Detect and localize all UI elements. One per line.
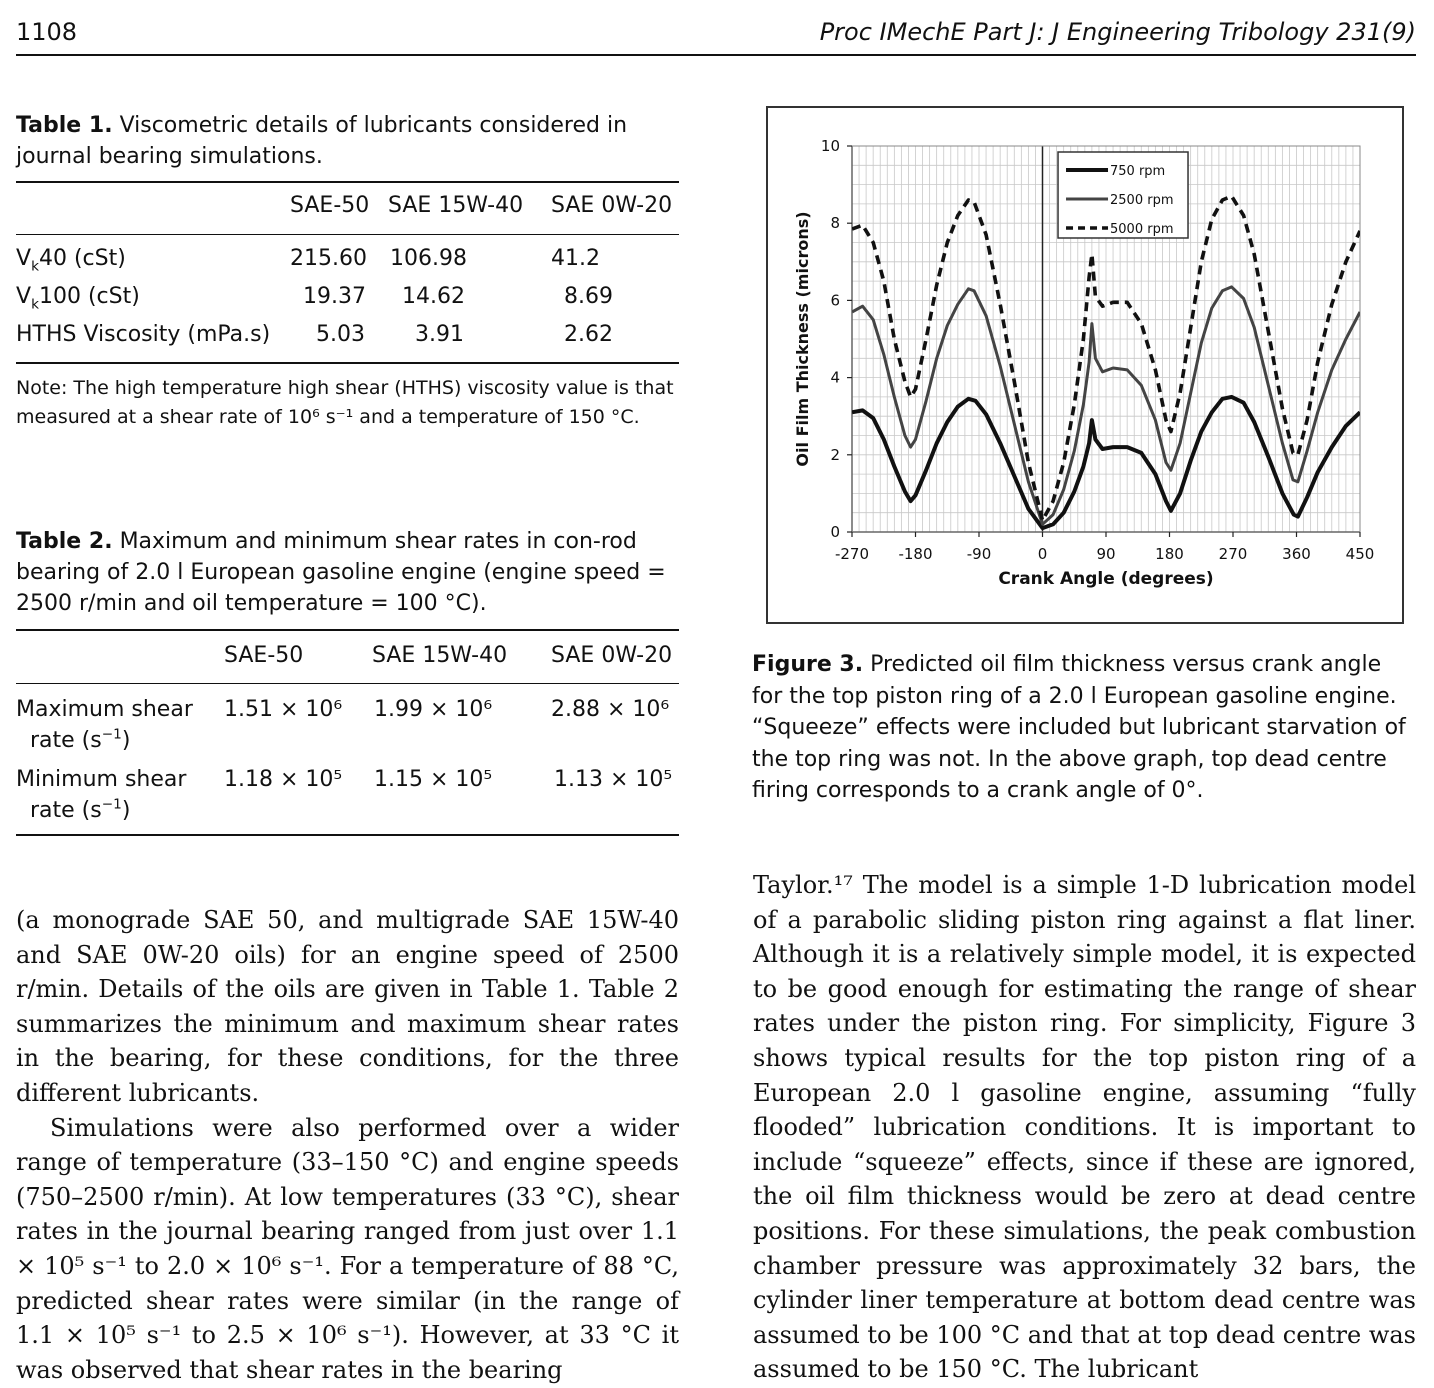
table2-caption — [16, 526, 680, 619]
table2-cell: 1.51 × 10⁶ — [224, 697, 343, 722]
table1-cell: 3.91 — [415, 322, 464, 347]
y-tick-label: 8 — [830, 214, 840, 233]
table1-row-label: $V_k100$ (cSt) — [16, 284, 140, 313]
x-tick-label: -180 — [898, 545, 933, 563]
table2-row-label: Maximum shear rate $(s^{-1})$ — [16, 697, 193, 753]
legend-label: 750 rpm — [1110, 164, 1166, 179]
left-column-body — [16, 903, 679, 1387]
table1-caption — [16, 110, 680, 172]
y-tick-label: 0 — [830, 523, 840, 541]
y-tick-label: 4 — [830, 368, 840, 387]
table1-cell: 106.98 — [390, 246, 467, 271]
table1-cell: 14.62 — [402, 284, 465, 309]
table2-cell: 2.88 × 10⁶ — [551, 697, 670, 722]
y-tick-label: 6 — [830, 291, 840, 310]
y-tick-label: 2 — [830, 445, 840, 464]
table1-col-header: SAE 15W-40 — [388, 193, 524, 218]
table2-top-rule — [16, 629, 679, 631]
table2-col-header: SAE 15W-40 — [372, 643, 508, 668]
body-paragraph: Simulations were also performed over a wider range of temperature (33–150 °C) and engine speeds (750–2500 r/min). At low temperatures (33 °C), shear rates in the journal bearing ranged from just over 1.1 × 10⁵ s⁻¹ to 2.0 × 10⁶ s⁻¹. For a temperature of 88 °C, predicted shear rates were similar (in the range of 1.1 × 10⁵ s⁻¹ to 2.5 × 10⁶ s⁻¹). However, at 33 °C it was observed that shear rates in the bearing — [16, 1113, 679, 1384]
figure3-frame — [766, 106, 1404, 624]
table1-row-label: HTHS Viscosity (mPa.s) — [16, 322, 271, 347]
table1-cell: 2.62 — [564, 322, 613, 347]
table2-caption-text: Maximum and minimum shear rates in con-rod bearing of 2.0 l European gasoline engine (engine speed = 2500 r/min and oil temperature = 100 °C). — [16, 529, 666, 616]
table2-cell: 1.18 × 10⁵ — [224, 767, 343, 792]
table2-cell: 1.13 × 10⁵ — [554, 767, 673, 792]
x-tick-label: 270 — [1218, 545, 1248, 563]
x-axis-title: Crank Angle (degrees) — [998, 569, 1214, 589]
table1-row — [16, 322, 679, 347]
x-tick-label: -90 — [966, 545, 992, 563]
table2-mid-rule — [16, 683, 679, 684]
table1-row — [16, 246, 679, 275]
table1-mid-rule — [16, 234, 679, 235]
table1-row-label: $V_k40$ (cSt) — [16, 246, 126, 275]
table2-col-header: SAE-50 — [224, 643, 304, 668]
table2-cell: 1.99 × 10⁶ — [374, 697, 493, 722]
figure3-label: Figure 3. — [752, 652, 864, 677]
table1-caption-text: Viscometric details of lubricants considered in journal bearing simulations. — [16, 113, 628, 169]
table2-col-header: SAE 0W-20 — [551, 643, 673, 668]
body-paragraph: Taylor.¹⁷ The model is a simple 1-D lubrication model of a parabolic sliding piston ring against a flat liner. Although it is a relatively simple model, it is expected to be good enough for estimating the range of shear rates under the piston ring. For simplicity, Figure 3 shows typical results for the top piston ring of a European 2.0 l gasoline engine, assuming “fully flooded” lubrication conditions. It is important to include “squeeze” effects, since if these are ignored, the oil film thickness would be zero at dead centre positions. For these simulations, the peak combustion chamber pressure was approximately 32 bars, the cylinder liner temperature at bottom dead centre was assumed to be 100 °C and that at top dead centre was assumed to be 150 °C. The lubricant — [753, 871, 1416, 1384]
table1-cell: 41.2 — [551, 246, 600, 271]
table1-bottom-rule — [16, 362, 679, 364]
table1-col-header: SAE 0W-20 — [551, 193, 673, 218]
table1-cell: 215.60 — [290, 246, 367, 271]
y-tick-label: 10 — [820, 137, 840, 155]
x-tick-label: 90 — [1096, 545, 1116, 563]
table1-note: Note: The high temperature high shear (HTHS) viscosity value is that measured at a shear rate of 10⁶ s⁻¹ and a temperature of 150 °C. — [16, 377, 674, 428]
x-tick-label: 360 — [1282, 545, 1311, 563]
x-tick-label: 0 — [1037, 545, 1048, 563]
table2-bottom-rule — [16, 834, 679, 836]
x-tick-label: 180 — [1155, 545, 1184, 563]
table1-label: Table 1. — [16, 113, 113, 138]
legend-label: 5000 rpm — [1110, 222, 1174, 237]
x-tick-label: -270 — [834, 545, 870, 563]
figure3-caption-text: Predicted oil film thickness versus crank angle for the top piston ring of a 2.0 l European gasoline engine. “Squeeze” effects were included but lubricant starvation of the top ring was not. In the above graph, top dead centre firing corresponds to a crank angle of 0°. — [752, 652, 1406, 803]
x-tick-label: 450 — [1345, 545, 1375, 563]
page-number: 1108 — [16, 18, 78, 46]
y-axis-title: Oil Film Thickness (microns) — [793, 211, 812, 467]
page-header — [16, 14, 1416, 56]
right-column-body — [753, 868, 1416, 1387]
oil-film-chart — [768, 108, 1402, 622]
table1-top-rule — [16, 181, 679, 183]
table1-cell: 8.69 — [564, 284, 613, 309]
table1-col-header: SAE-50 — [290, 193, 370, 218]
body-paragraph: (a monograde SAE 50, and multigrade SAE 15W-40 and SAE 0W-20 oils) for an engine speed of 2500 r/min. Details of the oils are given in Table 1. Table 2 summarizes the minimum and maximum shear rates in the bearing, for these conditions, for the three different lubricants. — [16, 906, 679, 1107]
table1-cell: 19.37 — [303, 284, 366, 309]
table2-label: Table 2. — [16, 529, 113, 554]
journal-title: Proc IMechE Part J: J Engineering Tribology 231(9) — [819, 18, 1416, 46]
legend-label: 2500 rpm — [1110, 193, 1174, 208]
table2-row-label: Minimum shear rate $(s^{-1})$ — [16, 767, 187, 823]
figure3-caption — [752, 649, 1412, 807]
table1-cell: 5.03 — [316, 322, 365, 347]
table1-row — [16, 284, 679, 313]
table2-cell: 1.15 × 10⁵ — [374, 767, 493, 792]
